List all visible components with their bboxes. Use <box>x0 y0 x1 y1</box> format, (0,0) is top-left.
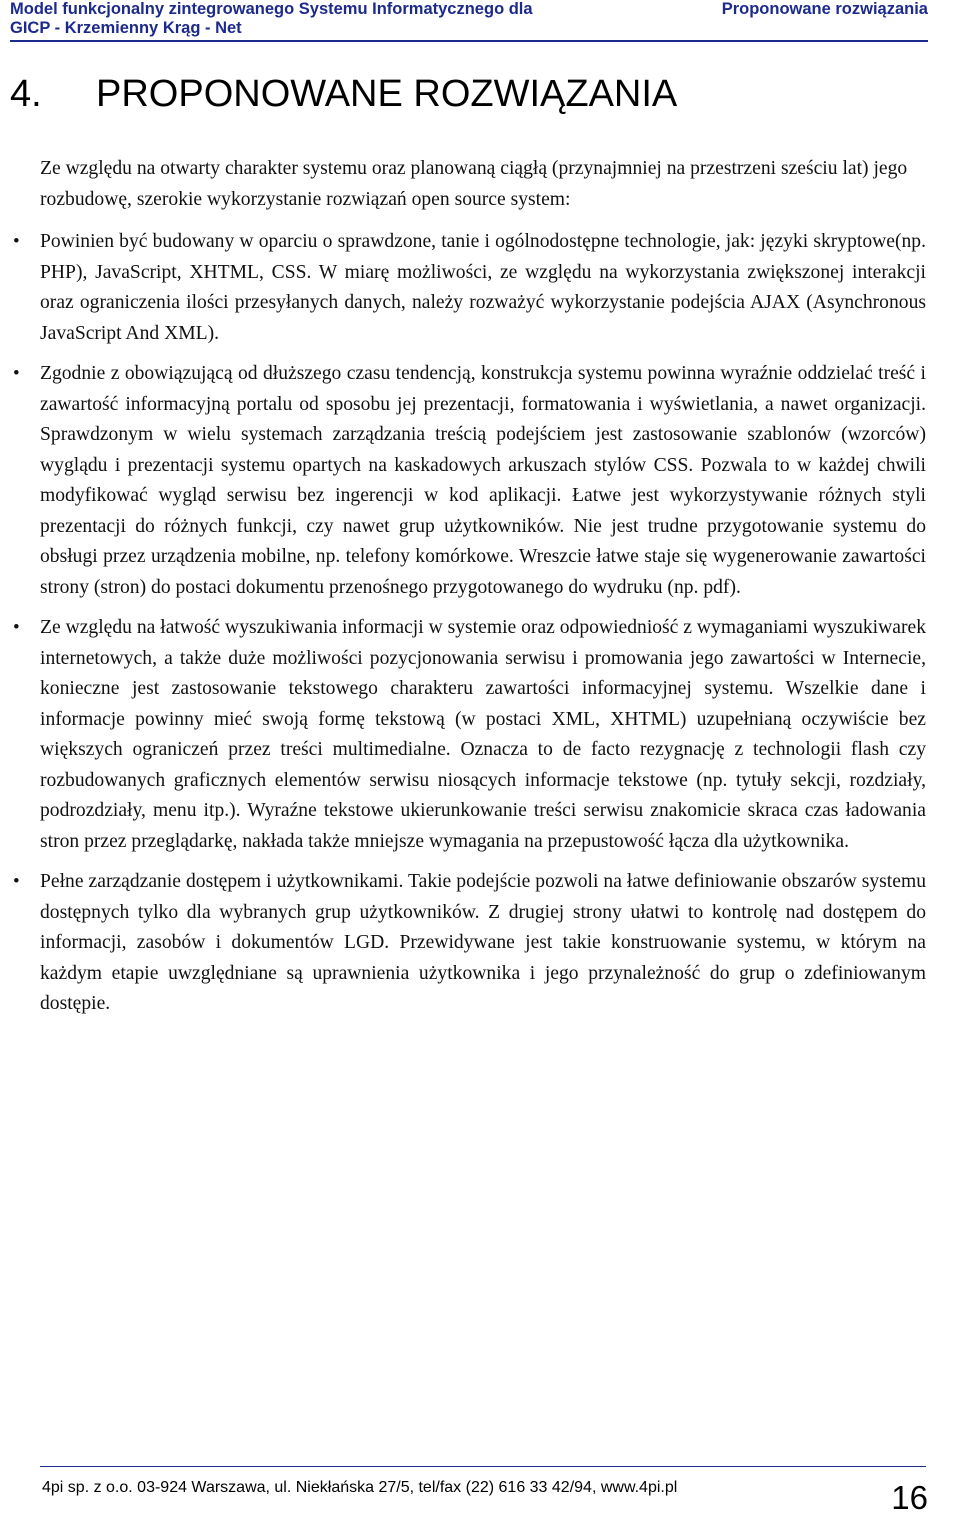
bullet-icon: • <box>13 617 20 638</box>
bullet-icon: • <box>13 363 20 384</box>
bullet-icon: • <box>13 871 20 892</box>
page-footer <box>40 1466 928 1516</box>
chapter-number: 4. <box>10 73 42 115</box>
document-title-line-1: Model funkcjonalny zintegrowanego Systemu Informatycznego dla <box>10 0 533 18</box>
bullet-item-separation <box>0 359 926 603</box>
bullet-list <box>0 227 960 1030</box>
bullet-item-technology <box>0 227 926 349</box>
intro-paragraph: Ze względu na otwarty charakter systemu oraz planowaną ciągłą (przynajmniej na przestrzeni sześciu lat) jego rozbudowę, szerokie wykorzystanie rozwiązań open source system: <box>40 158 908 210</box>
page-header <box>10 0 928 42</box>
bullet-item-search <box>0 613 926 857</box>
document-title <box>10 0 533 38</box>
chapter-heading <box>10 71 677 117</box>
page-number: 16 <box>891 1479 928 1516</box>
document-title-line-2: GICP - Krzemienny Krąg - Net <box>10 19 242 37</box>
section-name: Proponowane rozwiązania <box>721 0 928 18</box>
bullet-text: Zgodnie z obowiązującą od dłuższego czasu tendencją, konstrukcja systemu powinna wyraźnie oddzielać treść i zawartość informacyjną portalu od sposobu jej prezentacji, formatowania i wyświetlania, a nawet organizacji. Sprawdzonym w wielu systemach zarządzania treścią podejściem jest zastosowanie szablonów (wzorców) wyglądu i prezentacji systemu opartych na kaskadowych arkuszach stylów CSS. Pozwala to w każdej chwili modyfikować wygląd serwisu bez ingerencji w kod aplikacji. Łatwe jest wykorzystywanie różnych styli prezentacji do różnych funkcji, czy nawet grup użytkowników. Nie jest trudne przygotowanie systemu do obsługi przez urządzenia mobilne, np. telefony komórkowe. Wreszcie łatwe staje się wygenerowanie zawartości strony (stron) do postaci dokumentu przenośnego przygotowanego do wydruku (np. pdf). <box>40 363 926 598</box>
chapter-title: PROPONOWANE ROZWIĄZANIA <box>96 73 678 115</box>
bullet-text: Pełne zarządzanie dostępem i użytkownikami. Takie podejście pozwoli na łatwe definiowanie obszarów systemu dostępnych tylko dla wybranych grup użytkowników. Z drugiej strony ułatwi to kontrolę nad dostępem do informacji, zasobów i dokumentów LGD. Przewidywane jest takie konstruowanie systemu, w którym na każdym etapie uwzględniane są uprawnienia użytkownika i jego przynależność do grup o zdefiniowanym dostępie. <box>40 871 926 1014</box>
bullet-text: Powinien być budowany w oparciu o sprawdzone, tanie i ogólnodostępne technologie, jak: języki skryptowe(np. PHP), JavaScript, XHTML, CSS. W miarę możliwości, ze względu na wykorzystania zwiększonej interakcji oraz ograniczenia ilości przesyłanych danych, należy rozważyć wykorzystanie podejścia AJAX (Asynchronous JavaScript And XML). <box>40 231 926 344</box>
bullet-item-access <box>0 867 926 1020</box>
company-address: 4pi sp. z o.o. 03-924 Warszawa, ul. Niekłańska 27/5, tel/fax (22) 616 33 42/94, www.4pi.pl <box>42 1479 678 1496</box>
bullet-icon: • <box>13 231 20 252</box>
bullet-text: Ze względu na łatwość wyszukiwania informacji w systemie oraz odpowiedniość z wymaganiami wyszukiwarek internetowych, a także duże możliwości pozycjonowania serwisu i promowania jego zawartości w Internecie, konieczne jest zastosowanie tekstowego charakteru zawartości informacyjnej systemu. Wszelkie dane i informacje powinny mieć swoją formę tekstową (w postaci XML, XHTML) uzupełnianą oczywiście bez większych ograniczeń przez treści multimedialne. Oznacza to de facto rezygnację z technologii flash czy rozbudowanych graficznych elementów serwisu niosących informacje tekstowe (np. tytuły sekcji, rozdziały, podrozdziały, menu itp.). Wyraźne tekstowe ukierunkowanie treści serwisu znakomicie skraca czas ładowania stron przez przeglądarkę, nakłada także mniejsze wymagania na przepustowość łącza dla użytkownika. <box>40 617 926 852</box>
